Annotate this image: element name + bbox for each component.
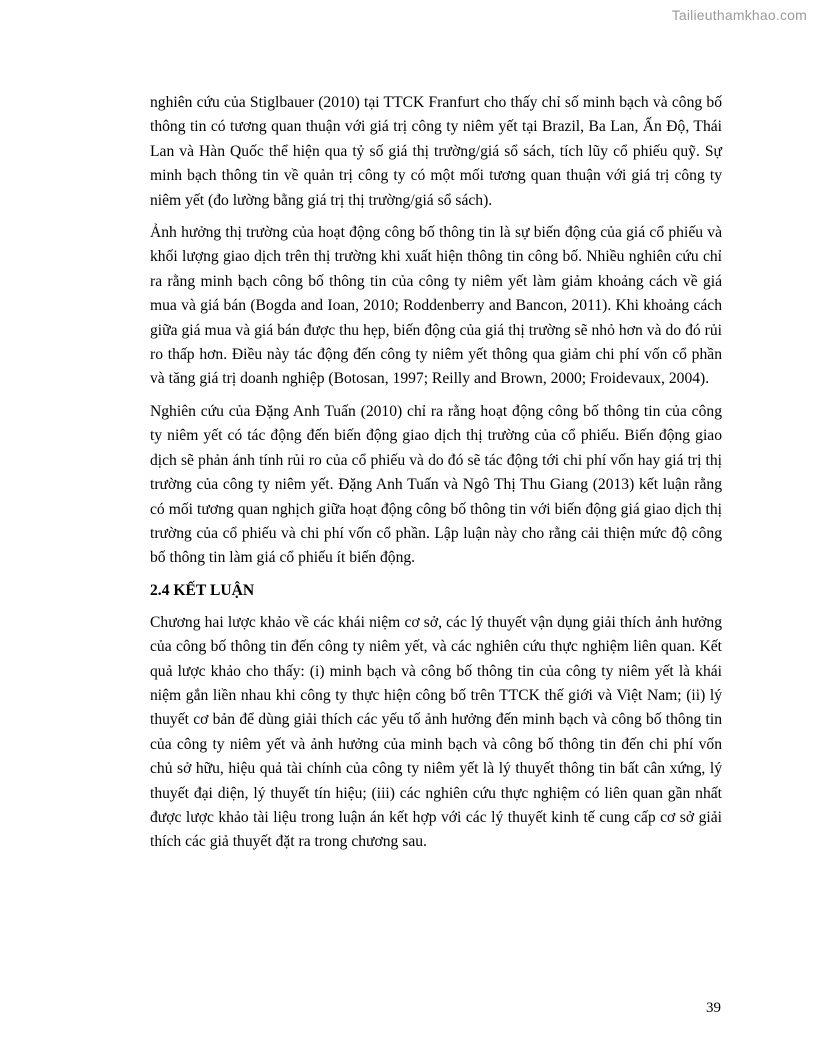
- paragraph-market-impact: Ảnh hưởng thị trường của hoạt động công bố thông tin là sự biến động của giá cổ phiếu và khối lượng giao dịch trên thị trường khi xuất hiện thông tin công bố. Nhiều nghiên cứu chỉ ra rằng minh bạch công bố thông tin của công ty niêm yết làm giảm khoảng cách về giá mua và giá bán (Bogda and Ioan, 2010; Roddenberry and Bancon, 2011). Khi khoảng cách giữa giá mua và giá bán được thu hẹp, biến động của giá thị trường sẽ nhỏ hơn và do đó rủi ro thấp hơn. Điều này tác động đến công ty niêm yết thông qua giảm chi phí vốn cổ phần và tăng giá trị doanh nghiệp (Botosan, 1997; Reilly and Brown, 2000; Froidevaux, 2004).: [150, 224, 722, 388]
- section-heading: 2.4 KẾT LUẬN: [150, 581, 255, 599]
- document-body: [150, 91, 722, 863]
- page-number: 39: [706, 1000, 721, 1016]
- paragraph-conclusion: Chương hai lược khảo về các khái niệm cơ sở, các lý thuyết vận dụng giải thích ảnh hưởng của công bố thông tin đến công ty niêm yết, và các nghiên cứu thực nghiệm liên quan. Kết quả lược khảo cho thấy: (i) minh bạch và công bố thông tin của công ty niêm yết là khái niệm gắn liền nhau khi công ty thực hiện công bố trên TTCK thế giới và Việt Nam; (ii) lý thuyết cơ bản để dùng giải thích các yếu tố ảnh hưởng đến minh bạch và công bố thông tin của công ty niêm yết và ảnh hưởng của minh bạch và công bố thông tin đến chi phí vốn chủ sở hữu, hiệu quả tài chính của công ty niêm yết là lý thuyết thông tin bất cân xứng, lý thuyết đại diện, lý thuyết tín hiệu; (iii) các nghiên cứu thực nghiệm có liên quan gần nhất được lược khảo tài liệu trong luận án kết hợp với các lý thuyết kinh tế cung cấp cơ sở giải thích các giả thuyết đặt ra trong chương sau.: [150, 613, 722, 851]
- watermark-text: Tailieuthamkhao.com: [671, 7, 807, 23]
- paragraph-stiglbauer: nghiên cứu của Stiglbauer (2010) tại TTCK Franfurt cho thấy chỉ số minh bạch và công bố thông tin có tương quan thuận với giá trị công ty niêm yết tại Brazil, Ba Lan, Ấn Độ, Thái Lan và Hàn Quốc thể hiện qua tỷ số giá thị trường/giá sổ sách, tích lũy cổ phiếu quỹ. Sự minh bạch thông tin về quản trị công ty có một mối tương quan thuận với giá trị công ty niêm yết (đo lường bằng giá trị thị trường/giá sổ sách).: [150, 94, 722, 209]
- paragraph-dang-anh-tuan: Nghiên cứu của Đặng Anh Tuấn (2010) chỉ ra rằng hoạt động công bố thông tin của công ty niêm yết có tác động đến biến động giao dịch thị trường của cổ phiếu. Biến động giao dịch sẽ phản ánh tính rủi ro của cổ phiếu và do đó sẽ tác động tới chi phí vốn hay giá trị thị trường của công ty niêm yết. Đặng Anh Tuấn và Ngô Thị Thu Giang (2013) kết luận rằng có mối tương quan nghịch giữa hoạt động công bố thông tin với biến động giá giao dịch thị trường của cổ phiếu và chi phí vốn cổ phần. Lập luận này cho rằng cải thiện mức độ công bố thông tin làm giá cổ phiếu ít biến động.: [150, 402, 722, 567]
